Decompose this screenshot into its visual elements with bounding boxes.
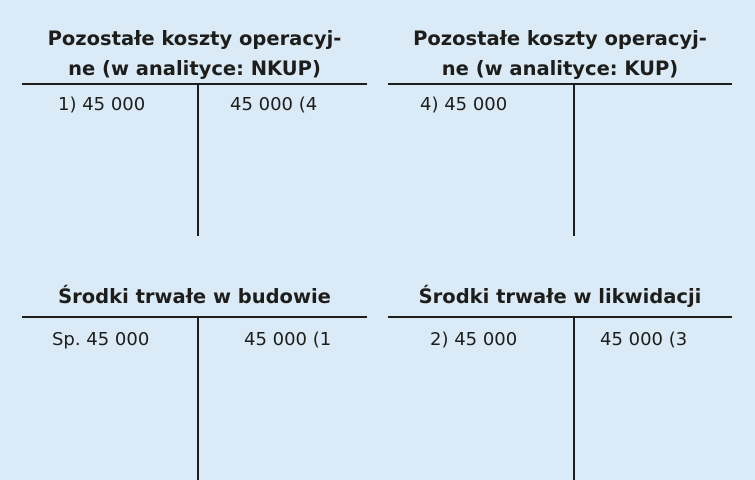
account-horizontal-line bbox=[388, 83, 732, 85]
account-horizontal-line bbox=[388, 316, 732, 318]
account-title: Pozostałe koszty operacyj- ne (w analityce: KUP) bbox=[413, 27, 707, 80]
account-title: Środki trwałe w budowie bbox=[58, 285, 331, 308]
account-title: Pozostałe koszty operacyj- ne (w analityce: NKUP) bbox=[47, 27, 342, 80]
t-account-pozostale-koszty-nkup bbox=[22, 20, 367, 238]
account-title: Środki trwałe w likwidacji bbox=[418, 285, 702, 308]
account-vertical-line bbox=[197, 83, 199, 236]
t-account-srodki-trwale-w-likwidacji bbox=[388, 282, 732, 480]
debit-entry: 4) 45 000 bbox=[420, 94, 508, 115]
account-horizontal-line bbox=[22, 83, 367, 85]
account-horizontal-line bbox=[22, 316, 367, 318]
credit-entry: 45 000 (3 bbox=[600, 329, 688, 350]
credit-entry: 45 000 (4 bbox=[230, 94, 318, 115]
account-vertical-line bbox=[197, 316, 199, 480]
t-account-srodki-trwale-w-budowie bbox=[22, 282, 367, 480]
account-vertical-line bbox=[573, 83, 575, 236]
debit-entry: 2) 45 000 bbox=[430, 329, 518, 350]
t-account-pozostale-koszty-kup bbox=[388, 20, 732, 238]
debit-entry: Sp. 45 000 bbox=[52, 329, 150, 350]
account-vertical-line bbox=[573, 316, 575, 480]
debit-entry: 1) 45 000 bbox=[58, 94, 146, 115]
credit-entry: 45 000 (1 bbox=[244, 329, 332, 350]
